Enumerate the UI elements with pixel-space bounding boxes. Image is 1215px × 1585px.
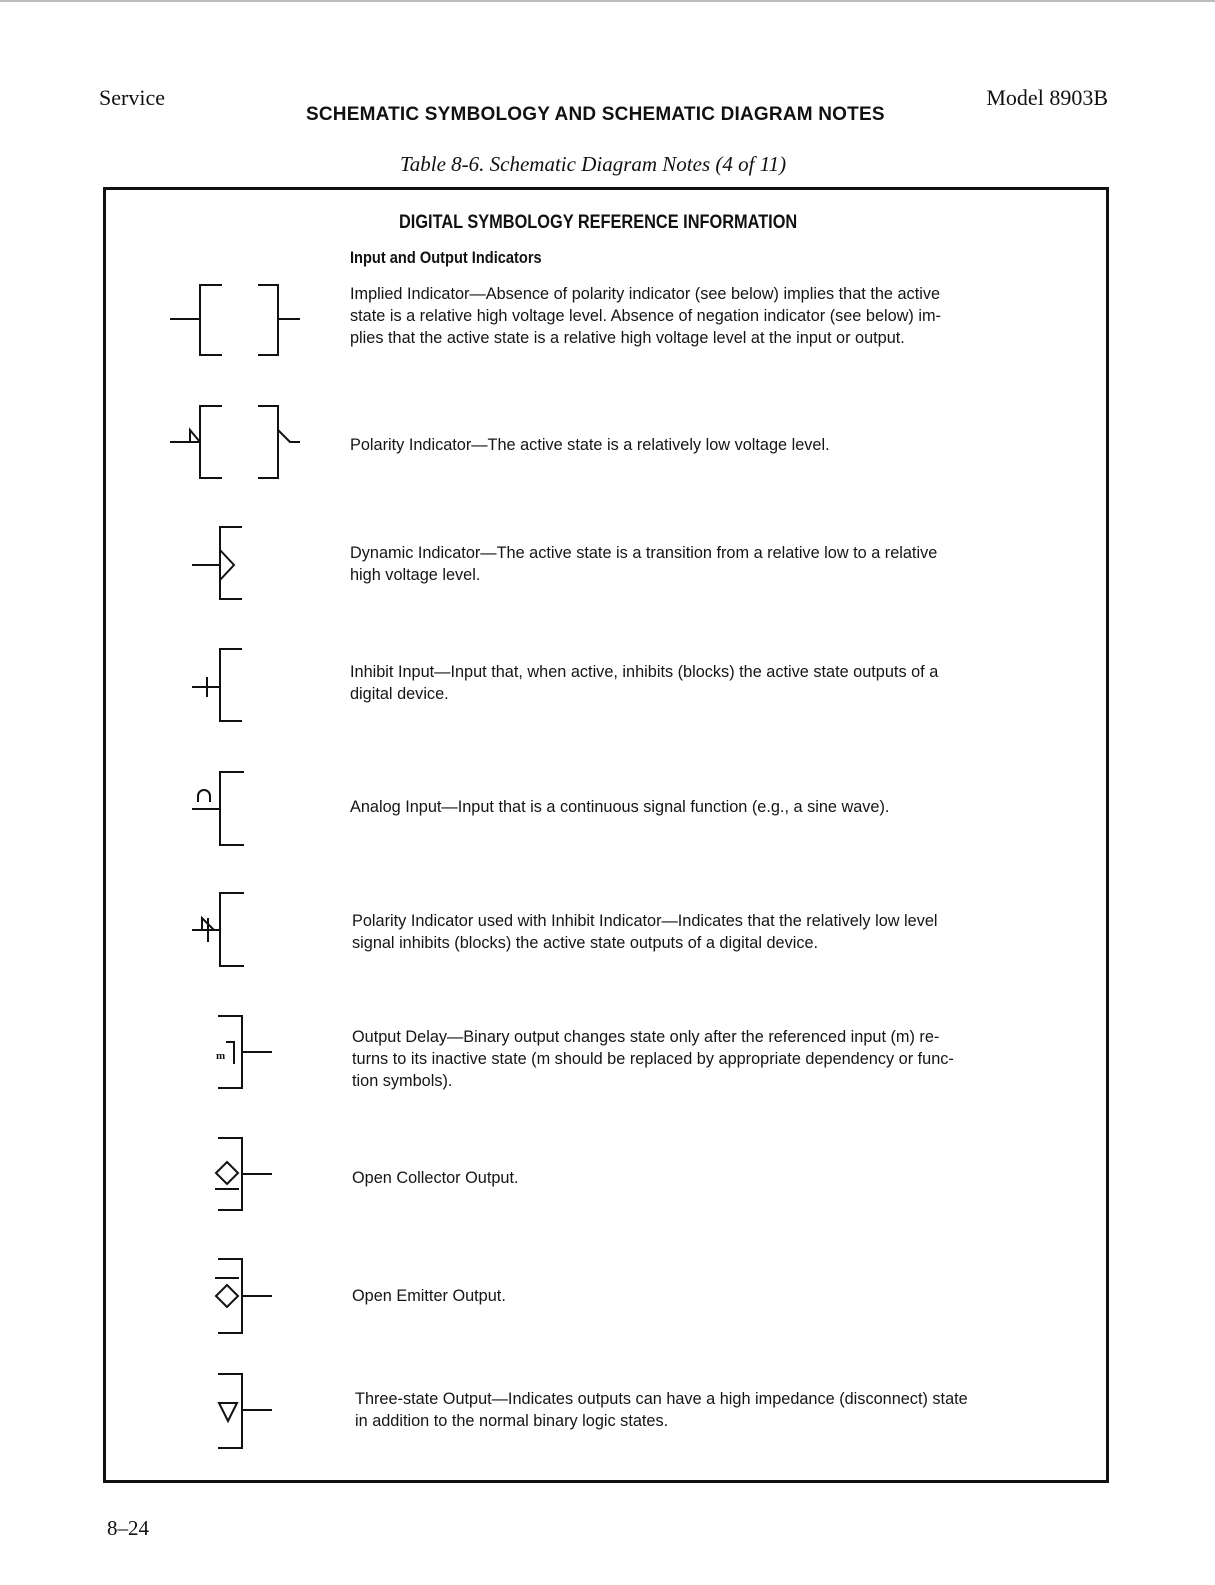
inhibit-input-icon <box>150 645 320 725</box>
section-label: Service <box>99 85 165 110</box>
entry-line: state is a relative high voltage level. Absence of negation indicator (see below) im- <box>350 307 941 325</box>
page-number: 8–24 <box>107 1516 149 1540</box>
entry-three-state-output <box>355 1388 968 1432</box>
entry-line: Output Delay—Binary output changes state only after the referenced input (m) re- <box>352 1028 940 1046</box>
entry-output-delay <box>352 1026 954 1092</box>
polarity-indicator-icon <box>150 400 320 482</box>
polarity-inhibit-indicator-icon <box>150 888 320 970</box>
entry-polarity-inhibit-indicator <box>352 910 938 954</box>
entry-line: Polarity Indicator used with Inhibit Indicator—Indicates that the relatively low level <box>352 912 938 930</box>
entry-line: high voltage level. <box>350 566 481 584</box>
top-rule <box>0 0 1215 2</box>
dynamic-indicator-icon <box>150 522 320 604</box>
section-title: DIGITAL SYMBOLOGY REFERENCE INFORMATION <box>399 212 798 233</box>
entry-line: signal inhibits (blocks) the active state outputs of a digital device. <box>352 934 819 952</box>
entry-line: turns to its inactive state (m should be replaced by appropriate dependency or func- <box>352 1050 954 1068</box>
page-title: SCHEMATIC SYMBOLOGY AND SCHEMATIC DIAGRAM NOTES <box>306 104 885 125</box>
entry-line: Analog Input—Input that is a continuous signal function (e.g., a sine wave). <box>350 798 890 816</box>
three-state-output-icon <box>150 1370 320 1452</box>
entry-line: Dynamic Indicator—The active state is a transition from a relative low to a relative <box>350 544 938 562</box>
entry-line: tion symbols). <box>352 1072 453 1090</box>
entry-open-emitter-output <box>352 1285 506 1307</box>
open-emitter-output-icon <box>150 1255 320 1337</box>
entry-line: Open Emitter Output. <box>352 1287 506 1305</box>
entry-implied-indicator <box>350 283 941 349</box>
entry-analog-input <box>350 796 889 818</box>
entry-line: plies that the active state is a relative high voltage level at the input or output. <box>350 329 905 347</box>
entry-line: Inhibit Input—Input that, when active, inhibits (blocks) the active state outputs of a <box>350 663 939 681</box>
entry-line: digital device. <box>350 685 449 703</box>
output-delay-icon <box>150 1012 320 1092</box>
entry-line: Polarity Indicator—The active state is a relatively low voltage level. <box>350 436 830 454</box>
output-delay-ref-label: m <box>216 1050 226 1062</box>
entry-line: in addition to the normal binary logic states. <box>355 1412 669 1430</box>
entry-inhibit-input <box>350 661 938 705</box>
entry-line: Implied Indicator—Absence of polarity indicator (see below) implies that the active <box>350 285 941 303</box>
model-label: Model 8903B <box>986 85 1108 110</box>
entry-open-collector-output <box>352 1167 519 1189</box>
entry-dynamic-indicator <box>350 542 937 586</box>
implied-indicator-icon <box>150 280 320 360</box>
entry-polarity-indicator <box>350 434 830 456</box>
open-collector-output-icon <box>150 1134 320 1214</box>
entry-line: Three-state Output—Indicates outputs can have a high impedance (disconnect) state <box>355 1390 968 1408</box>
section-subtitle: Input and Output Indicators <box>350 248 542 267</box>
entry-line: Open Collector Output. <box>352 1169 519 1187</box>
table-caption: Table 8-6. Schematic Diagram Notes (4 of 11) <box>400 152 787 176</box>
analog-input-icon <box>150 767 320 849</box>
